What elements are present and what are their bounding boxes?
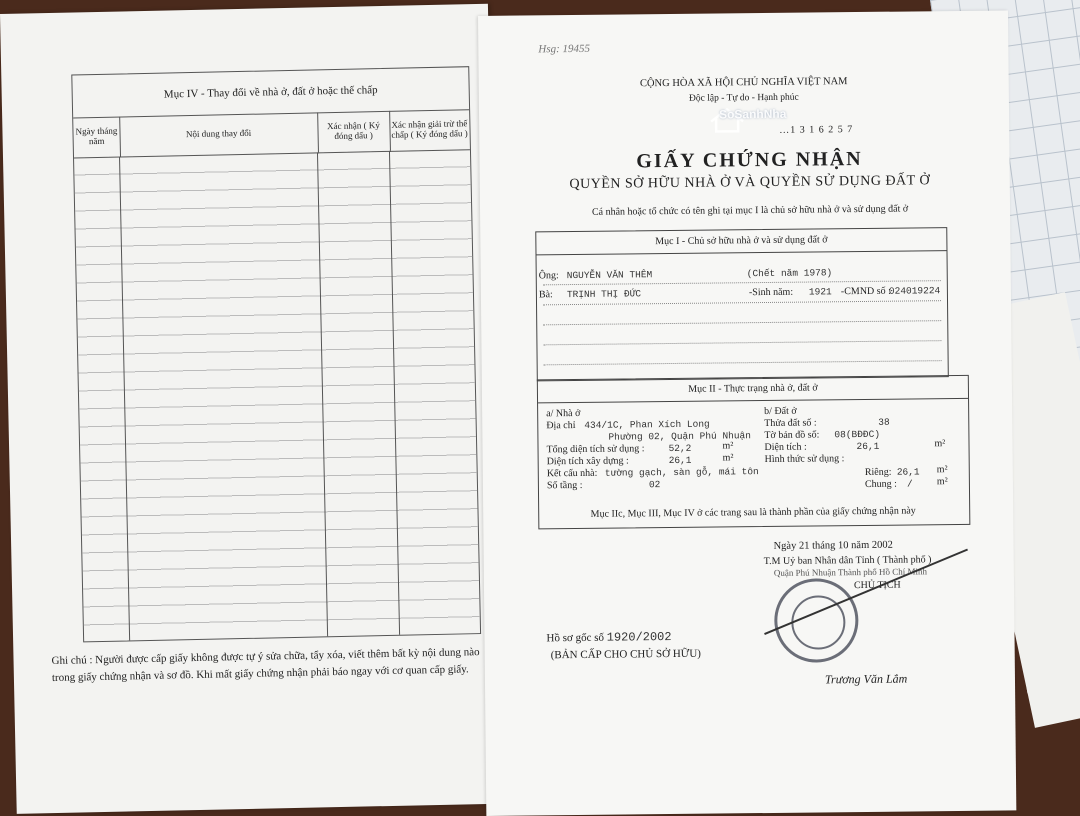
copy-note: (BẢN CẤP CHO CHỦ SỞ HỮU) bbox=[550, 647, 701, 662]
address-line2: Phường 02, Quận Phú Nhuận bbox=[608, 430, 751, 443]
footnote: Mục IIc, Mục III, Mục IV ở các trang sau là thành phần của giấy chứng nhận này bbox=[590, 505, 916, 520]
land-area: 26,1 bbox=[856, 440, 880, 453]
header-date: Ngày tháng năm bbox=[73, 117, 121, 159]
chairman-title: CHỦ TỊCH bbox=[853, 579, 901, 592]
owner1-prefix: Ông: bbox=[538, 270, 559, 282]
file-number-label: Hồ sơ gốc số bbox=[546, 631, 605, 645]
owner2-id: 024019224 bbox=[888, 285, 941, 297]
shared-label: Chung : bbox=[864, 478, 897, 490]
section-property-title: Mục II - Thực trạng nhà ở, đất ở bbox=[538, 376, 968, 404]
committee-local: Quận Phú Nhuận Thành phố Hồ Chí Minh bbox=[773, 566, 927, 578]
file-number-value: 1920/2002 bbox=[606, 630, 672, 645]
total-area-label: Tổng diện tích sử dụng : bbox=[546, 443, 645, 456]
private-area: 26,1 bbox=[896, 466, 920, 478]
section-owners bbox=[535, 227, 949, 381]
floors-label: Số tầng : bbox=[546, 479, 583, 492]
dotted-line bbox=[543, 320, 941, 325]
private-label: Riêng: bbox=[864, 466, 892, 478]
header-mortgage-release: Xác nhận giải trừ thế chấp ( Ký đóng dấu ) bbox=[389, 109, 470, 152]
file-number bbox=[546, 630, 671, 645]
header-confirm: Xác nhận ( Ký đóng dấu ) bbox=[317, 111, 391, 154]
plot-label: Thửa đất số : bbox=[764, 417, 817, 430]
owner2-prefix: Bà: bbox=[538, 289, 553, 301]
motto: Độc lập - Tự do - Hạnh phúc bbox=[688, 92, 799, 104]
watermark: SoSanhNha bbox=[718, 106, 787, 122]
shared-area: / bbox=[906, 478, 913, 490]
owner1-name: NGUYỄN VĂN THÊM bbox=[566, 269, 653, 282]
built-area-unit: m² bbox=[722, 452, 734, 464]
map-number: 08(BĐĐC) bbox=[834, 428, 881, 441]
intro-text: Cá nhân hoặc tổ chức có tên ghi tại mục I là chủ sở hữu nhà ở và sử dụng đất ở bbox=[591, 203, 909, 218]
section-owners-title: Mục I - Chủ sở hữu nhà ở và sử dụng đất ở bbox=[536, 228, 946, 255]
shared-area-unit: m² bbox=[936, 476, 948, 488]
built-area-label: Diện tích xây dựng : bbox=[546, 455, 629, 468]
handwritten-note: Hsg: 19455 bbox=[538, 42, 591, 56]
structure: tường gạch, sàn gỗ, mái tôn bbox=[604, 466, 759, 479]
owner2-name: TRỊNH THỊ ĐỨC bbox=[566, 288, 642, 301]
map-label: Tờ bản đồ số: bbox=[764, 429, 820, 442]
house-label: a/ Nhà ở bbox=[546, 407, 581, 420]
republic-header: CỘNG HÒA XÃ HỘI CHỦ NGHĨA VIỆT NAM bbox=[639, 76, 848, 90]
land-label: b/ Đất ở bbox=[764, 405, 797, 418]
total-area: 52,2 bbox=[668, 442, 692, 455]
private-area-unit: m² bbox=[936, 464, 948, 476]
issue-date: Ngày 21 tháng 10 năm 2002 bbox=[773, 539, 893, 552]
official-seal bbox=[774, 578, 859, 663]
table-title: Mục IV - Thay đổi về nhà ở, đất ở hoặc thế chấp bbox=[72, 67, 469, 118]
right-page bbox=[478, 10, 1016, 816]
dotted-line bbox=[543, 340, 941, 345]
built-area: 26,1 bbox=[668, 454, 692, 467]
structure-label: Kết cấu nhà: bbox=[546, 467, 598, 480]
plot-number: 38 bbox=[878, 416, 890, 428]
owner2-birth: 1921 bbox=[808, 286, 832, 298]
serial-number: …1 3 1 6 2 5 7 bbox=[779, 124, 854, 136]
changes-table bbox=[71, 66, 481, 642]
dotted-line bbox=[543, 300, 941, 305]
land-area-label: Diện tích : bbox=[764, 441, 807, 454]
certificate-subtitle: QUYỀN SỞ HỮU NHÀ Ở VÀ QUYỀN SỬ DỤNG ĐẤT Ở bbox=[569, 173, 931, 193]
dotted-line bbox=[543, 280, 941, 285]
floors: 02 bbox=[648, 479, 661, 491]
signer-name: Trương Văn Lắm bbox=[824, 671, 908, 687]
left-page bbox=[0, 4, 505, 814]
owner2-id-label: -CMND số : bbox=[840, 285, 891, 298]
usage-label: Hình thức sử dụng : bbox=[764, 453, 845, 466]
table-rows bbox=[74, 149, 480, 641]
address-line1: 434/1C, Phan Xích Long bbox=[584, 418, 710, 431]
committee: T.M Uỷ ban Nhân dân Tỉnh ( Thành phố ) bbox=[763, 554, 932, 568]
owner1-note: (Chết năm 1978) bbox=[746, 267, 833, 280]
note-text: Ghi chú : Người được cấp giấy không được tự ý sửa chữa, tẩy xóa, viết thêm bất kỳ nội dung nào trong giấy chứng nhận và sơ đồ. Khi mất giấy chứng nhận phải báo ngay với cơ quan cấp giấy. bbox=[51, 646, 480, 685]
land-area-unit: m² bbox=[934, 438, 946, 450]
total-area-unit: m² bbox=[722, 440, 734, 452]
dotted-line bbox=[544, 360, 942, 365]
certificate-title: GIẤY CHỨNG NHẬN bbox=[636, 147, 863, 173]
owner2-birth-label: -Sinh năm: bbox=[748, 286, 794, 299]
address-label: Địa chỉ bbox=[546, 420, 576, 432]
header-content: Nội dung thay đổi bbox=[119, 112, 319, 157]
